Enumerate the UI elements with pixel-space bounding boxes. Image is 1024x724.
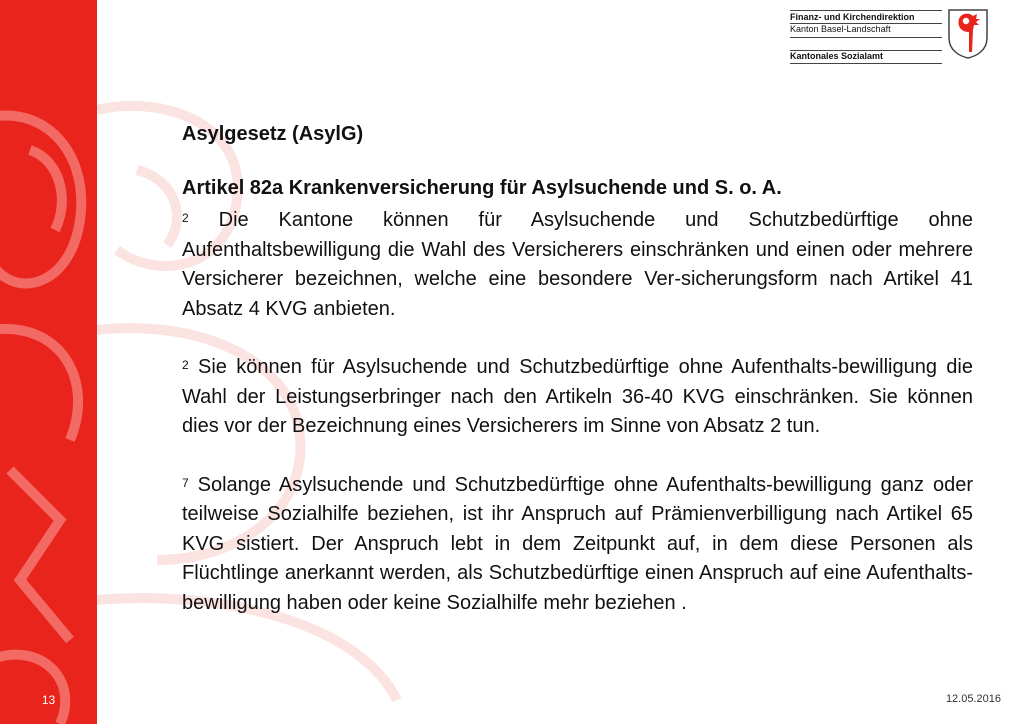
department-label: Finanz- und Kirchendirektion bbox=[790, 12, 915, 22]
office-label: Kantonales Sozialamt bbox=[790, 51, 884, 61]
paragraph-text: Solange Asylsuchende und Schutzbedürftige ohne Aufenthalts-bewilligung ganz oder teilweise Sozialhilfe beziehen, ist ihr Anspruch auf Prämienverbilligung nach Artikel 65 KVG sistiert. Der Anspruch lebt in dem Zeitpunkt auf, in dem diese Personen als Flüchtlinge anerkannt werden, als Schutzbedürftige einen Anspruch auf eine Aufenthalts-bewilligung haben oder keine Sozialhilfe mehr beziehen . bbox=[182, 473, 973, 614]
article-title: Artikel 82a Krankenversicherung für Asylsuchende und S. o. A. bbox=[182, 177, 782, 199]
crozier-watermark-icon bbox=[0, 0, 97, 724]
paragraph-text: Sie können für Asylsuchende und Schutzbedürftige ohne Aufenthalts-bewilligung die Wahl der Leistungserbringer nach den Artikeln 36-40 KVG einschränken. Sie können dies vor der Bezeichnung eines Versicherers im Sinne von Absatz 2 tun. bbox=[182, 356, 973, 437]
paragraph bbox=[182, 206, 973, 324]
slide-number: 13 bbox=[41, 693, 56, 707]
divider bbox=[790, 63, 942, 64]
sidebar bbox=[0, 0, 97, 724]
slide-content bbox=[182, 118, 973, 618]
canton-label: Kanton Basel-Landschaft bbox=[790, 24, 891, 34]
paragraph-number: 2 bbox=[182, 211, 189, 225]
basel-landschaft-coat-of-arms-icon bbox=[947, 8, 989, 60]
law-title: Asylgesetz (AsylG) bbox=[182, 123, 364, 145]
slide-date: 12.05.2016 bbox=[945, 693, 1001, 705]
paragraph-number: 2 bbox=[182, 358, 189, 372]
paragraph bbox=[182, 471, 973, 619]
header-institution bbox=[790, 10, 942, 64]
paragraph bbox=[182, 353, 973, 442]
paragraph-number: 7 bbox=[182, 475, 189, 490]
paragraph-text: Die Kantone können für Asylsuchende und Schutzbedürftige ohne Aufenthaltsbewilligung die Wahl des Versicherers einschränken und einen oder mehrere Versicherer bezeichnen, welche eine besondere Ver-sicherungsform nach Artikel 41 Absatz 4 KVG anbieten. bbox=[182, 209, 973, 320]
